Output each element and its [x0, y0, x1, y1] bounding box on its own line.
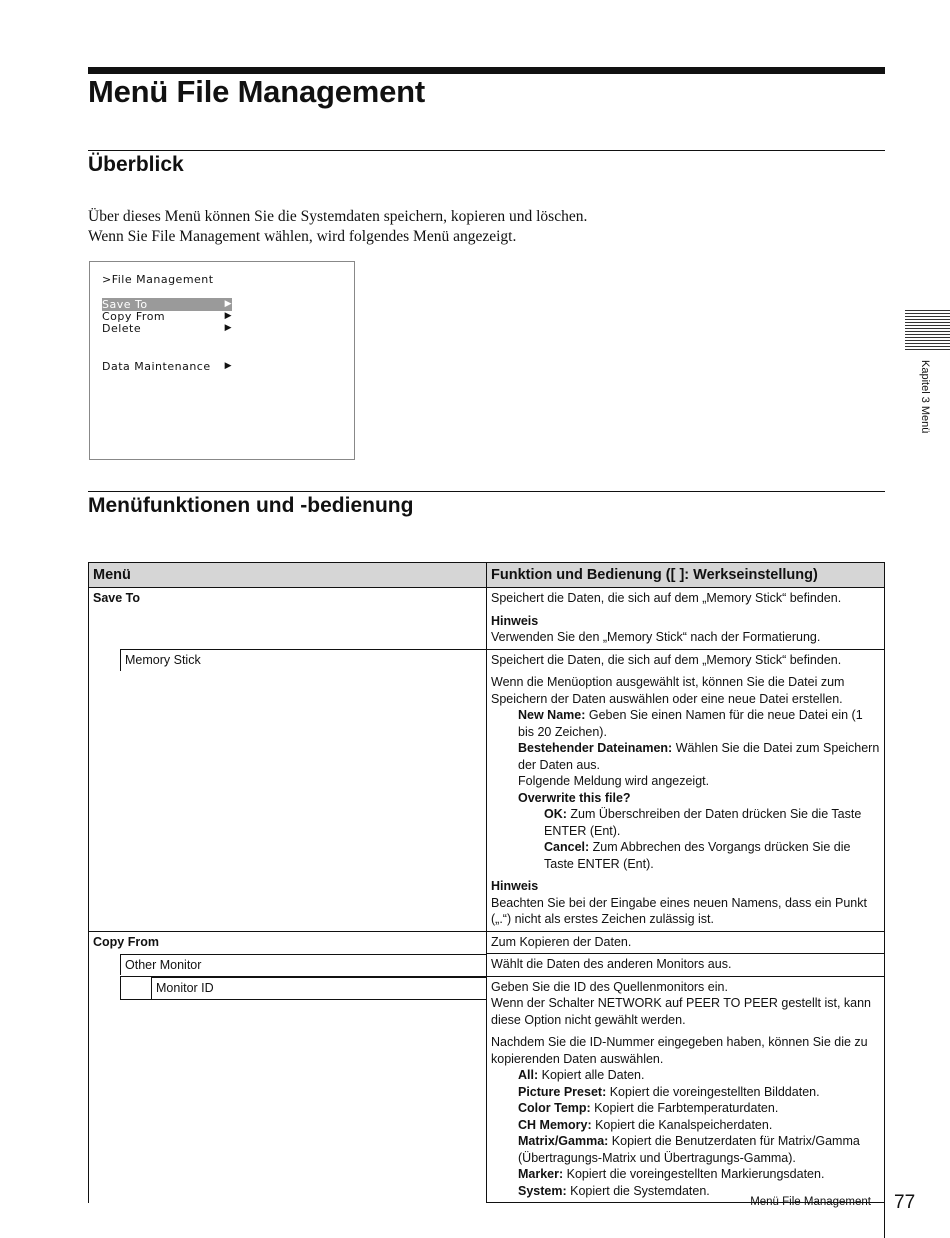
column-header-menu: Menü	[89, 563, 487, 588]
chapter-tab-stripes	[905, 310, 950, 350]
function-cell: Zum Kopieren der Daten.	[487, 931, 885, 954]
chapter-tab-label: Kapitel 3 Menü	[919, 360, 931, 434]
menu-screen-item-label: Delete	[102, 322, 142, 335]
arrow-right-icon: ▶	[224, 311, 232, 321]
menu-item-label: Monitor ID	[152, 977, 486, 999]
function-cell	[487, 588, 885, 650]
table-row-save-to	[89, 588, 885, 650]
copy-option-line: CH Memory: Kopiert die Kanalspeicherdaten.	[518, 1117, 773, 1132]
option-line: Bestehender Dateinamen: Wählen Sie die Datei zum Speichern der Daten aus.	[518, 741, 880, 772]
footer-section-name: Menü File Management	[750, 1196, 871, 1208]
cell-text: Speichert die Daten, die sich auf dem „Memory Stick“ befinden.	[491, 591, 842, 605]
table-row-memory-stick	[89, 649, 885, 931]
option-line: Cancel: Zum Abbrechen des Vorgangs drücken Sie die Taste ENTER (Ent).	[544, 840, 851, 871]
section-heading-overview: Überblick	[88, 153, 184, 176]
intro-line: Wenn Sie File Management wählen, wird folgendes Menü angezeigt.	[88, 228, 517, 245]
cell-text: Nachdem Sie die ID-Nummer eingegeben haben, können Sie die zu kopierenden Daten auswählen.	[491, 1035, 868, 1066]
note-title: Hinweis	[491, 879, 539, 893]
title-rule	[88, 67, 885, 74]
cell-text: Wenn der Schalter NETWORK auf PEER TO PEER gestellt ist, kann diese Option nicht gewählt werden.	[491, 996, 872, 1027]
cell-text: Geben Sie die ID des Quellenmonitors ein.	[491, 979, 728, 994]
menu-screen-item-delete	[102, 322, 232, 335]
note-text: Beachten Sie bei der Eingabe eines neuen Namens, dass ein Punkt („.“) nicht als erstes Zeichen zulässig ist.	[491, 895, 867, 926]
copy-option-line: Color Temp: Kopiert die Farbtemperaturdaten.	[518, 1101, 779, 1115]
page-title: Menü File Management	[88, 74, 426, 109]
cell-text: Wenn die Menüoption ausgewählt ist, können Sie die Datei zum Speichern der Daten auswählen oder eine neue Datei erstellen.	[491, 675, 845, 706]
function-cell	[487, 649, 885, 931]
menu-screen-item-label: Copy From	[102, 310, 166, 323]
function-cell: Wählt die Daten des anderen Monitors aus.	[487, 954, 885, 977]
page-number: 77	[894, 1192, 916, 1213]
option-line: Folgende Meldung wird angezeigt.	[518, 774, 710, 788]
menu-screen-item-label: Data Maintenance	[102, 360, 211, 373]
note-title: Hinweis	[491, 613, 539, 628]
arrow-right-icon: ▶	[224, 299, 232, 309]
section-heading-functions: Menüfunktionen und -bedienung	[88, 494, 414, 517]
intro-line: Über dieses Menü können Sie die Systemdaten speichern, kopieren und löschen.	[88, 208, 588, 225]
column-header-function: Funktion und Bedienung ([ ]: Werkseinstellung)	[487, 563, 885, 588]
arrow-right-icon: ▶	[224, 323, 232, 333]
option-line: Overwrite this file?	[518, 790, 631, 805]
copy-option-line: Matrix/Gamma: Kopiert die Benutzerdaten für Matrix/Gamma (Übertragungs-Matrix und Übertragungs-Gamma).	[518, 1134, 860, 1165]
menu-item-label: Save To	[93, 591, 141, 605]
menu-screen-item-data-maintenance	[102, 360, 232, 373]
menu-item-label: Copy From	[93, 934, 159, 949]
table-row-other-monitor	[89, 954, 885, 977]
menu-screen-illustration	[89, 261, 355, 460]
menu-item-label: Other Monitor	[121, 954, 486, 976]
function-table	[88, 562, 885, 1203]
copy-option-line: Marker: Kopiert die voreingestellten Markierungsdaten.	[518, 1167, 825, 1181]
copy-option-line: Picture Preset: Kopiert die voreingestellten Bilddaten.	[518, 1084, 820, 1099]
arrow-right-icon: ▶	[224, 361, 232, 371]
section-rule	[88, 150, 885, 151]
table-row-monitor-id	[89, 976, 885, 1203]
copy-option-line: System: Kopiert die Systemdaten.	[518, 1183, 710, 1198]
function-cell	[487, 976, 885, 1203]
copy-option-list	[491, 1067, 880, 1199]
menu-screen-header: >File Management	[102, 273, 214, 286]
table-header-row	[89, 563, 885, 588]
menu-item-label: Memory Stick	[121, 649, 486, 671]
footer-rule	[884, 1188, 885, 1238]
note-text: Verwenden Sie den „Memory Stick“ nach der Formatierung.	[491, 630, 821, 644]
intro-text	[88, 207, 587, 247]
option-line: OK: Zum Überschreiben der Daten drücken Sie die Taste ENTER (Ent).	[544, 807, 862, 838]
section-rule	[88, 491, 885, 492]
copy-option-line: All: Kopiert alle Daten.	[518, 1068, 645, 1082]
menu-screen-item-label: Save To	[102, 298, 148, 311]
chapter-tab	[905, 310, 950, 434]
option-line: New Name: Geben Sie einen Namen für die neue Datei ein (1 bis 20 Zeichen).	[518, 708, 863, 739]
cell-text: Speichert die Daten, die sich auf dem „Memory Stick“ befinden.	[491, 652, 842, 667]
table-row-copy-from	[89, 931, 885, 954]
